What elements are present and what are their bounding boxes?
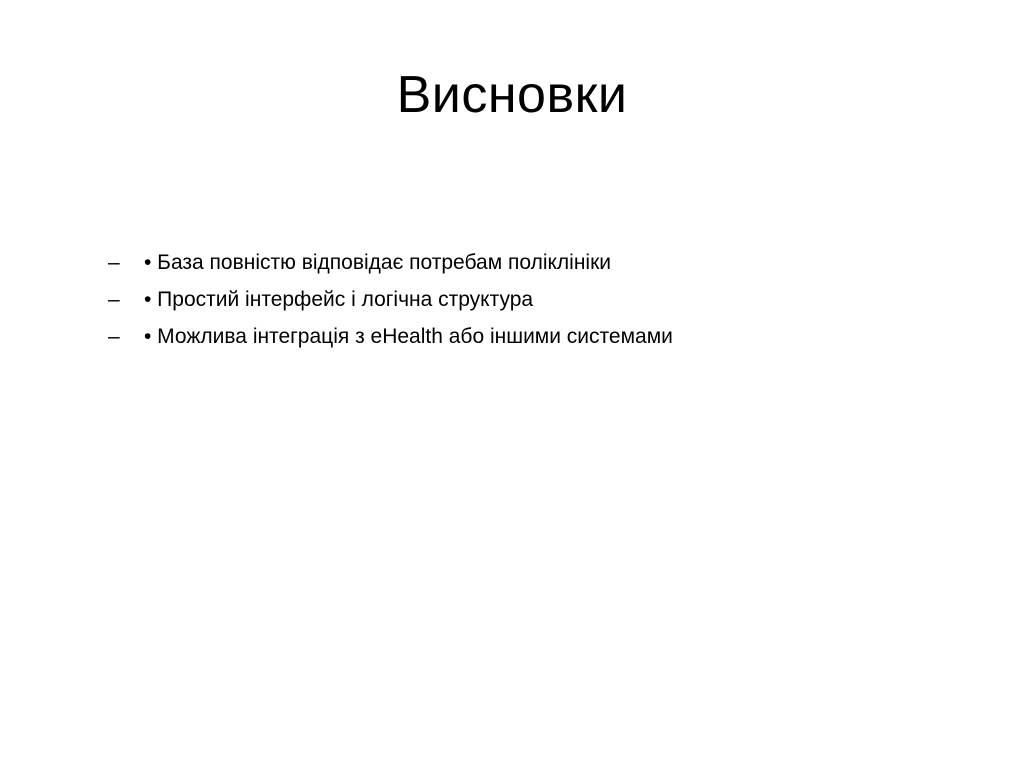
dash-marker: – bbox=[108, 251, 120, 274]
list-item bbox=[108, 244, 968, 281]
list-item bbox=[108, 318, 968, 355]
list-item-text: • Можлива інтеграція з eHealth або іншими системами bbox=[144, 325, 673, 348]
list-item bbox=[108, 281, 968, 318]
list-item-text: • База повністю відповідає потребам поліклініки bbox=[144, 251, 612, 274]
dash-marker: – bbox=[108, 288, 120, 311]
bullet-list bbox=[108, 244, 968, 355]
slide-title: Висновки bbox=[396, 66, 628, 124]
list-item-text: • Простий інтерфейс і логічна структура bbox=[144, 288, 534, 311]
dash-marker: – bbox=[108, 325, 120, 348]
